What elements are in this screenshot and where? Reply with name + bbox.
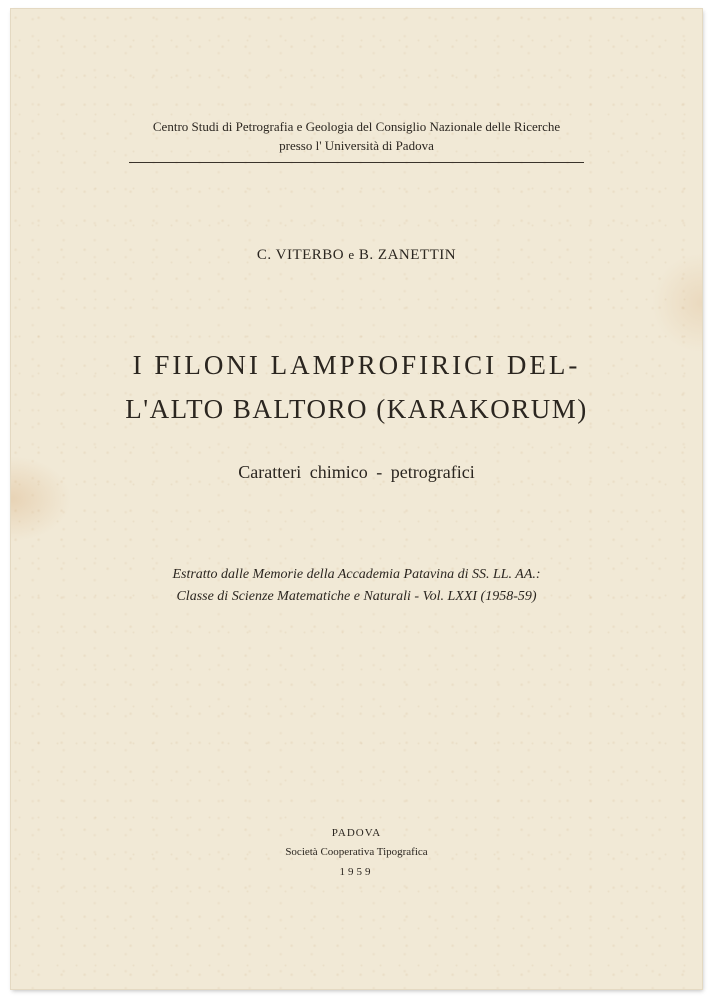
header-divider [129,162,584,163]
author-2: B. ZANETTIN [358,247,457,263]
imprint-year: 1959 [339,866,374,878]
extract-line-2: Classe di Scienze Matematiche e Naturali - Vol. LXXI (1958-59) [176,589,537,604]
author-1: C. VITERBO [256,247,345,263]
authors-conjunction: e [348,247,355,262]
institution-line-2: presso l' Università di Padova [279,138,434,153]
imprint-publisher: Società Cooperativa Tipografica [285,846,428,858]
authors-line [11,247,702,264]
title-line-1: I FILONI LAMPROFIRICI DEL- [132,350,581,380]
title-line-2: L'ALTO BALTORO (KARAKORUM) [125,394,588,424]
imprint-city: PADOVA [331,827,382,839]
institution-line-1: Centro Studi di Petrografia e Geologia del Consiglio Nazionale delle Ricerche [152,119,561,134]
extract-line-1: Estratto dalle Memorie della Accademia Patavina di SS. LL. AA.: [172,567,541,582]
document-page [11,9,702,989]
subtitle: Caratteri chimico - petrografici [238,462,475,482]
